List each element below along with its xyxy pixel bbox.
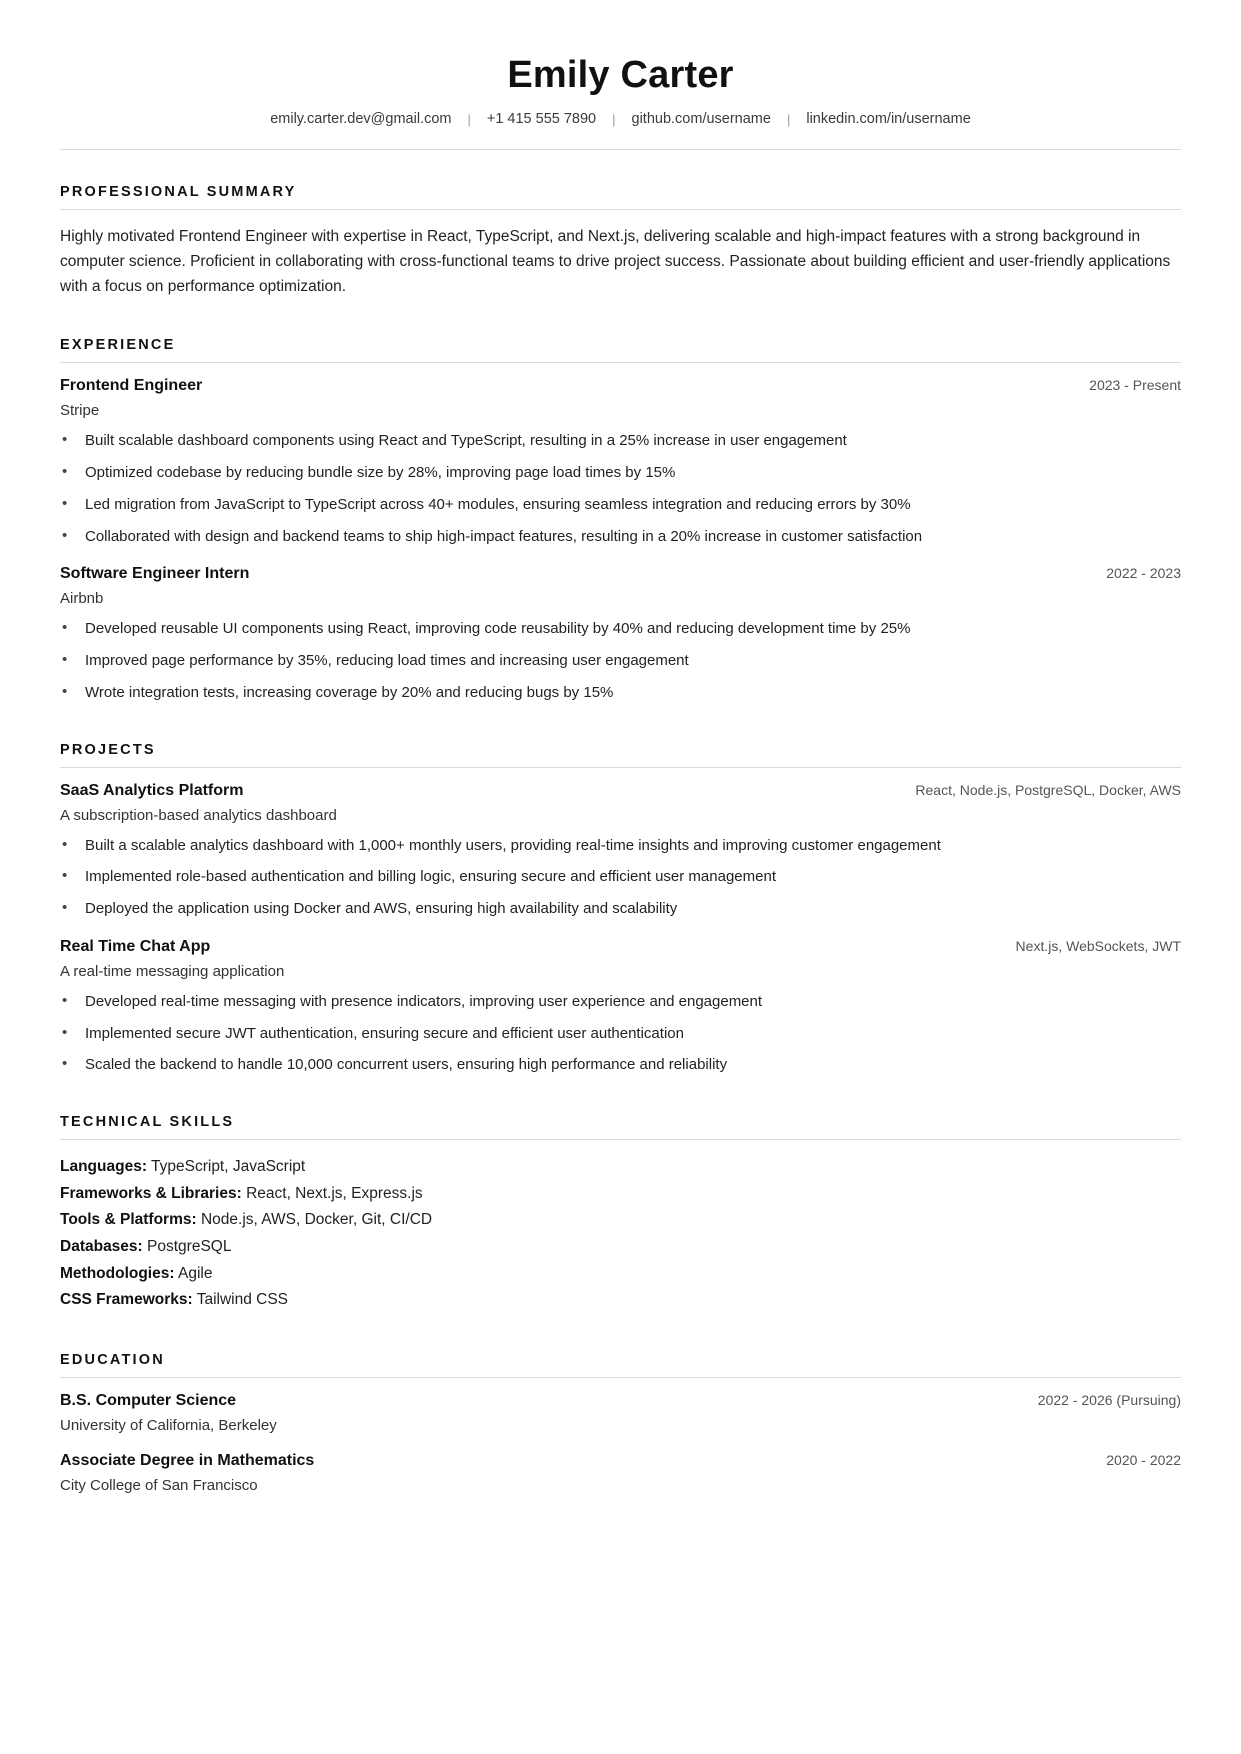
degree-title: B.S. Computer Science [60,1392,237,1410]
skill-value: PostgreSQL [147,1238,232,1256]
entry-header [60,938,1181,956]
skill-row [60,1287,1181,1314]
contact-separator: | [612,111,616,127]
project-entry [60,938,1181,1076]
skill-label: Languages: [60,1158,147,1176]
section-title: EXPERIENCE [60,337,176,354]
experience-entry [60,565,1181,703]
list-item: • Optimized codebase by reducing bundle size by 28%, improving page load times by 15% [60,462,1181,484]
skill-row [60,1181,1181,1208]
list-item: • Deployed the application using Docker and AWS, ensuring high availability and scalability [60,898,1181,920]
list-item: • Developed reusable UI components using React, improving code reusability by 40% and reducing development time by 25% [60,618,1181,640]
job-role: Frontend Engineer [60,377,203,395]
skill-row [60,1261,1181,1288]
education-entry [60,1392,1181,1434]
list-item: • Wrote integration tests, increasing coverage by 20% and reducing bugs by 15% [60,682,1181,704]
skill-row [60,1207,1181,1234]
summary-text: Highly motivated Frontend Engineer with expertise in React, TypeScript, and Next.js, delivering scalable and high-impact features with a strong background in computer science. Proficient in collaborating with cross-functional teams to drive project success. Passionate about building efficient and user-friendly applications with a focus on performance optimization. [60,228,1171,296]
entry-header [60,565,1181,583]
skill-value: Node.js, AWS, Docker, Git, CI/CD [200,1211,433,1229]
list-item: • Implemented secure JWT authentication, ensuring secure and efficient user authentication [60,1023,1181,1045]
list-item: • Scaled the backend to handle 10,000 concurrent users, ensuring high performance and reliability [60,1054,1181,1076]
list-item: • Improved page performance by 35%, reducing load times and increasing user engagement [60,650,1181,672]
list-item: • Built scalable dashboard components using React and TypeScript, resulting in a 25% increase in user engagement [60,430,1181,452]
entry-header [60,1392,1181,1410]
list-item: • Implemented role-based authentication and billing logic, ensuring secure and efficient user management [60,866,1181,888]
entry-header [60,377,1181,395]
skill-row [60,1154,1181,1181]
section-title: PROJECTS [60,741,156,758]
entry-header [60,1452,1181,1470]
entry-header [60,782,1181,800]
experience-entry [60,377,1181,547]
skill-label: Methodologies: [60,1264,175,1282]
section-divider [60,1377,1181,1378]
page-title: Emily Carter [507,54,734,96]
section-divider [60,362,1181,363]
skill-label: Frameworks & Libraries: [60,1184,242,1202]
list-item: • Led migration from JavaScript to TypeScript across 40+ modules, ensuring seamless integration and reducing errors by 30% [60,494,1181,516]
skill-value: Tailwind CSS [196,1291,289,1309]
project-name: SaaS Analytics Platform [60,781,244,799]
school-name: City College of San Francisco [60,1477,258,1495]
skill-value: React, Next.js, Express.js [246,1184,423,1202]
contact-github[interactable]: github.com/username [631,111,771,127]
project-description: A real-time messaging application [60,962,285,980]
resume-header [60,54,1181,150]
list-item: • Built a scalable analytics dashboard with 1,000+ monthly users, providing real-time insights and improving customer engagement [60,835,1181,857]
section-title: PROFESSIONAL SUMMARY [60,184,297,200]
job-company: Airbnb [60,590,104,608]
section-experience [60,337,1181,703]
section-title: EDUCATION [60,1352,165,1369]
degree-title: Associate Degree in Mathematics [60,1452,315,1470]
section-title: TECHNICAL SKILLS [60,1114,235,1131]
list-item: • Developed real-time messaging with presence indicators, improving user experience and engagement [60,991,1181,1013]
skill-value: Agile [177,1264,213,1282]
job-dates: 2023 - Present [1089,377,1181,394]
project-tech: React, Node.js, PostgreSQL, Docker, AWS [915,781,1181,798]
degree-dates: 2020 - 2022 [1106,1452,1181,1469]
section-divider [60,1139,1181,1140]
contact-line [60,111,1181,127]
skill-row [60,1234,1181,1261]
contact-separator: | [786,111,791,127]
contact-phone[interactable]: +1 415 555 7890 [486,111,597,127]
section-professional-summary [60,184,1181,299]
contact-email[interactable]: emily.carter.dev@gmail.com [270,111,452,127]
skill-value: TypeScript, JavaScript [151,1158,306,1176]
degree-dates: 2022 - 2026 (Pursuing) [1037,1392,1181,1409]
section-divider [60,767,1181,768]
project-tech: Next.js, WebSockets, JWT [1015,937,1181,954]
skill-label: Tools & Platforms: [60,1211,197,1229]
job-role: Software Engineer Intern [60,565,250,583]
project-bullets [60,991,1181,1076]
header-divider [60,149,1181,150]
education-entry [60,1452,1181,1494]
skill-label: Databases: [60,1238,143,1256]
project-description: A subscription-based analytics dashboard [60,806,337,824]
section-technical-skills [60,1114,1181,1314]
job-bullets [60,618,1181,703]
project-entry [60,782,1181,920]
section-divider [60,209,1181,210]
job-company: Stripe [60,402,100,420]
job-bullets [60,430,1181,547]
contact-linkedin[interactable]: linkedin.com/in/username [806,111,971,127]
section-education [60,1352,1181,1494]
section-projects [60,742,1181,1077]
project-bullets [60,835,1181,920]
school-name: University of California, Berkeley [60,1417,277,1435]
contact-separator: | [467,111,471,127]
list-item: • Collaborated with design and backend teams to ship high-impact features, resulting in a 20% increase in customer satisfaction [60,526,1181,548]
project-name: Real Time Chat App [60,937,211,955]
job-dates: 2022 - 2023 [1106,565,1181,582]
skill-label: CSS Frameworks: [60,1291,193,1309]
